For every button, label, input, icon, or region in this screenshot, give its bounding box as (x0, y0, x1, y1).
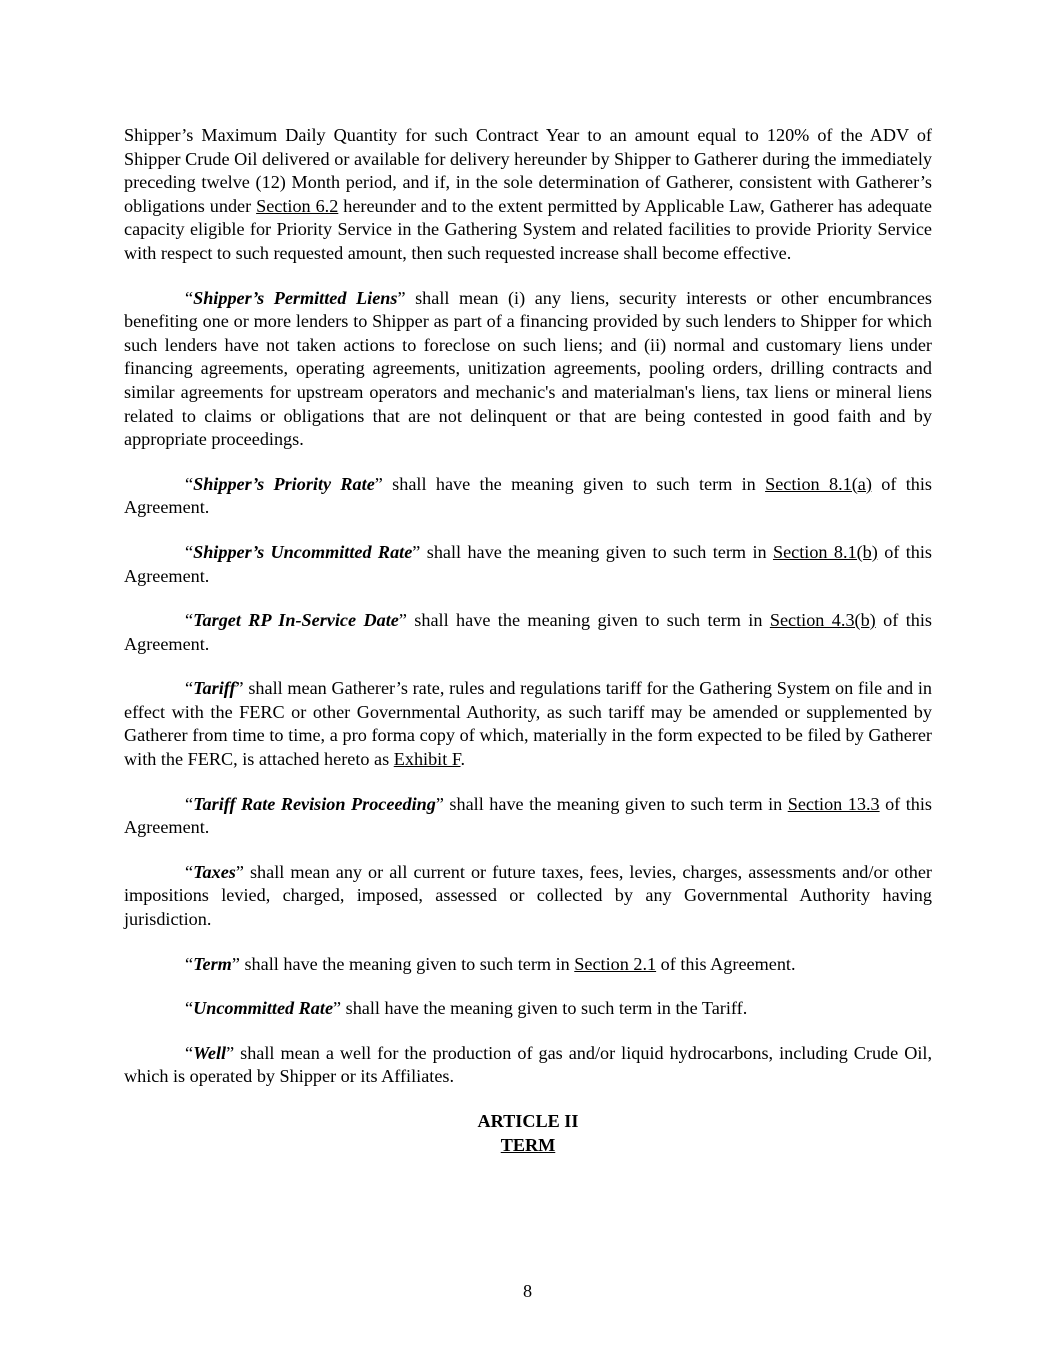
paragraph-text: “ (185, 861, 194, 882)
definition-paragraph (124, 677, 932, 771)
defined-term: Shipper’s Permitted Liens (193, 287, 398, 308)
defined-term: Shipper’s Priority Rate (193, 473, 375, 494)
definitions-body (124, 124, 932, 1089)
defined-term: Well (193, 1042, 227, 1063)
paragraph-text: “ (185, 287, 194, 308)
paragraph-text: “ (185, 678, 194, 699)
defined-term: Taxes (193, 861, 236, 882)
definition-paragraph (124, 861, 932, 932)
paragraph-text: ” shall mean Gatherer’s rate, rules and regulations tariff for the Gathering System on file and in effect with the FERC or other Governmental Authority, as such tariff may be amended or supplemented by Gatherer from time to time, a pro forma copy of which, materially in the form expected to be filed by Gatherer with the FERC, is attached hereto as (124, 678, 932, 770)
definition-paragraph (124, 953, 932, 977)
paragraph-text: . (460, 749, 466, 770)
continued-definition-paragraph (124, 124, 932, 266)
defined-term: Tariff (193, 678, 236, 699)
cross-reference: Exhibit F (393, 749, 461, 770)
paragraph-text: “ (185, 541, 194, 562)
cross-reference: Section 13.3 (787, 793, 880, 814)
paragraph-text: “ (185, 998, 194, 1019)
definition-paragraph (124, 793, 932, 840)
paragraph-text: “ (185, 1042, 194, 1063)
paragraph-text: of this Agreement. (124, 610, 932, 654)
paragraph-text: “ (185, 610, 194, 631)
article-number: ARTICLE II (477, 1111, 579, 1131)
paragraph-text: “ (185, 793, 194, 814)
paragraph-text: ” shall have the meaning given to such term in (231, 953, 575, 974)
paragraph-text: of this Agreement. (124, 793, 932, 838)
defined-term: Target RP In-Service Date (193, 610, 399, 631)
page-number: 8 (522, 1281, 533, 1301)
defined-term: Uncommitted Rate (193, 998, 334, 1019)
paragraph-text: ” shall have the meaning given to such term in (435, 793, 788, 814)
paragraph-text: ” shall have the meaning given to such term in (398, 610, 770, 631)
defined-term: Tariff Rate Revision Proceeding (193, 793, 436, 814)
definition-paragraph (124, 997, 932, 1021)
paragraph-text: hereunder and to the extent permitted by Applicable Law, Gatherer has adequate capacity eligible for Priority Service in the Gathering System and related facilities to provide Priority Service with respect to such requested amount, then such requested increase shall become effective. (124, 195, 932, 263)
cross-reference: Section 4.3(b) (769, 610, 876, 631)
paragraph-text: ” shall have the meaning given to such term in (412, 541, 773, 562)
paragraph-text: “ (185, 473, 194, 494)
paragraph-text: ” shall have the meaning given to such term in (374, 473, 766, 494)
defined-term: Term (193, 953, 232, 974)
definition-paragraph (124, 541, 932, 588)
cross-reference: Section 6.2 (256, 195, 339, 216)
paragraph-text: of this Agreement. (124, 541, 933, 586)
paragraph-text: ” shall mean a well for the production of gas and/or liquid hydrocarbons, including Crude Oil, which is operated by Shipper or its Affiliates. (124, 1042, 932, 1087)
cross-reference: Section 2.1 (574, 953, 657, 974)
cross-reference: Section 8.1(b) (772, 541, 878, 562)
paragraph-text: ” shall mean (i) any liens, security interests or other encumbrances benefiting one or more lenders to Shipper as part of a financing provided by such lenders to Shipper for which such lenders have not taken actions to foreclose on such liens; and (ii) normal and customary liens under financing agreements, operating agreements, unitization agreements, pooling orders, drilling contracts and similar agreements for upstream operators and mechanic's and materialman's liens, tax liens or mineral liens related to claims or obligations that are not delinquent or that are being contested in good faith and by appropriate proceedings. (124, 287, 932, 450)
article-title: TERM (500, 1134, 556, 1155)
paragraph-text: “ (185, 953, 194, 974)
document-page (124, 124, 932, 1157)
paragraph-text: ” shall have the meaning given to such term in the Tariff. (333, 998, 748, 1019)
defined-term: Shipper’s Uncommitted Rate (193, 541, 413, 562)
definition-paragraph (124, 1042, 932, 1089)
definition-paragraph (124, 473, 932, 520)
paragraph-text: of this Agreement. (124, 473, 933, 518)
paragraph-text: ” shall mean any or all current or future taxes, fees, levies, charges, assessments and/or other impositions levied, charged, imposed, assessed or collected by any Governmental Authority having jurisdiction. (124, 861, 932, 930)
cross-reference: Section 8.1(a) (765, 473, 872, 494)
definition-paragraph (124, 287, 932, 452)
paragraph-text: Shipper’s Maximum Daily Quantity for such Contract Year to an amount equal to 120% of the ADV of Shipper Crude Oil delivered or available for delivery hereunder by Shipper to Gatherer during the immediately preceding twelve (12) Month period, and if, in the sole determination of Gatherer, consistent with Gatherer’s obligations under (124, 125, 932, 216)
definition-paragraph (124, 609, 932, 656)
paragraph-text: of this Agreement. (656, 953, 796, 974)
